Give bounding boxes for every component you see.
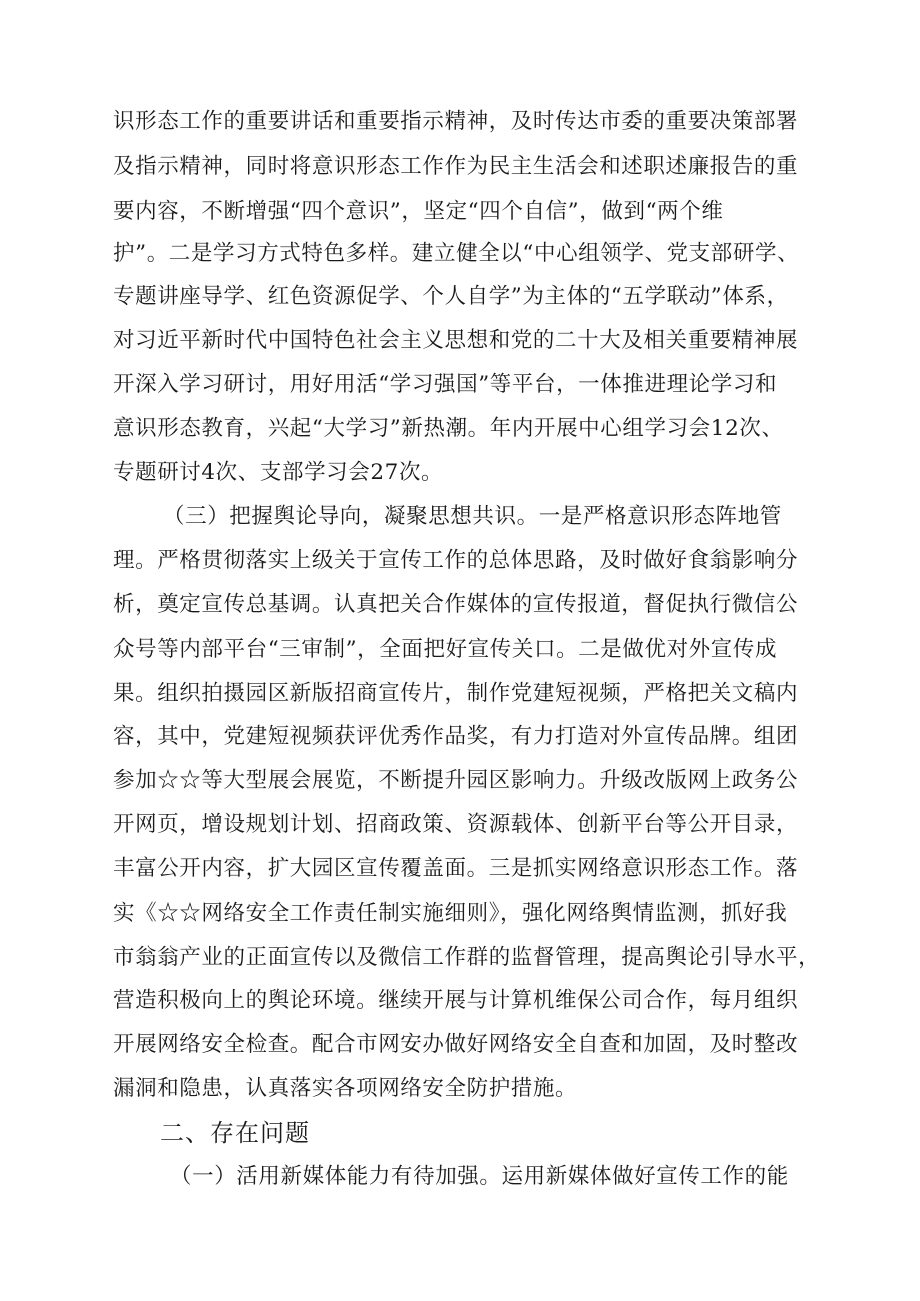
- text-line: 漏洞和隐患，认真落实各项网络安全防护措施。: [113, 1076, 578, 1101]
- text-line: 析，奠定宣传总基调。认真把关合作媒体的宣传报道，督促执行微信公: [113, 592, 799, 617]
- text-line: 开网页，增设规划计划、招商政策、资源载体、创新平台等公开目录，: [113, 812, 799, 837]
- text-line: 营造积极向上的舆论环境。继续开展与计算机维保公司合作，每月组织: [113, 988, 799, 1013]
- text-line: 专题讲座导学、红色资源促学、个人自学”为主体的“五学联动”体系，: [113, 284, 789, 309]
- text-line: （三）把握舆论导向，凝聚思想共识。一是严格意识形态阵地管: [163, 504, 782, 529]
- section-heading: 二、存在问题: [160, 1119, 310, 1147]
- text-line: （一）活用新媒体能力有待加强。运用新媒体做好宣传工作的能: [170, 1164, 789, 1189]
- text-line: 意识形态教育，兴起“大学习”新热潮。年内开展中心组学习会12次、: [113, 416, 784, 441]
- text-line: 众号等内部平台“三审制”，全面把好宣传关口。二是做优对外宣传成: [113, 637, 778, 662]
- text-line: 参加☆☆等大型展会展览，不断提升园区影响力。升级改版网上政务公: [113, 768, 799, 793]
- text-line: 要内容，不断增强“四个意识”，坚定“四个自信”，做到“两个维: [113, 199, 724, 224]
- text-line: 对习近平新时代中国特色社会主义思想和党的二十大及相关重要精神展: [113, 328, 799, 353]
- text-line: 及指示精神，同时将意识形态工作作为民主生活会和述职述廉报告的重: [113, 154, 799, 179]
- text-line: 市翁翁产业的正面宣传以及微信工作群的监督管理，提高舆论引导水平，: [113, 945, 821, 970]
- text-line: 理。严格贯彻落实上级关于宣传工作的总体思路，及时做好食翁影响分: [113, 548, 799, 573]
- text-line: 护”。二是学习方式特色多样。建立健全以“中心组领学、党支部研学、: [113, 241, 800, 266]
- text-line: 开展网络安全检查。配合市网安办做好网络安全自查和加固，及时整改: [113, 1032, 799, 1057]
- text-line: 果。组织拍摄园区新版招商宣传片，制作党建短视频，严格把关文稿内: [113, 681, 799, 706]
- text-line: 识形态工作的重要讲话和重要指示精神，及时传达市委的重要决策部署: [113, 109, 799, 134]
- text-line: 容，其中，党建短视频获评优秀作品奖，有力打造对外宣传品牌。组团: [113, 724, 799, 749]
- text-line: 实《☆☆网络安全工作责任制实施细则》，强化网络舆情监测，抓好我: [113, 901, 788, 926]
- text-line: 专题研讨4次、支部学习会27次。: [113, 460, 444, 485]
- text-line: 丰富公开内容，扩大园区宣传覆盖面。三是抓实网络意识形态工作。落: [113, 856, 799, 881]
- text-line: 开深入学习研讨，用好用活“学习强国”等平台，一体推进理论学习和: [113, 372, 778, 397]
